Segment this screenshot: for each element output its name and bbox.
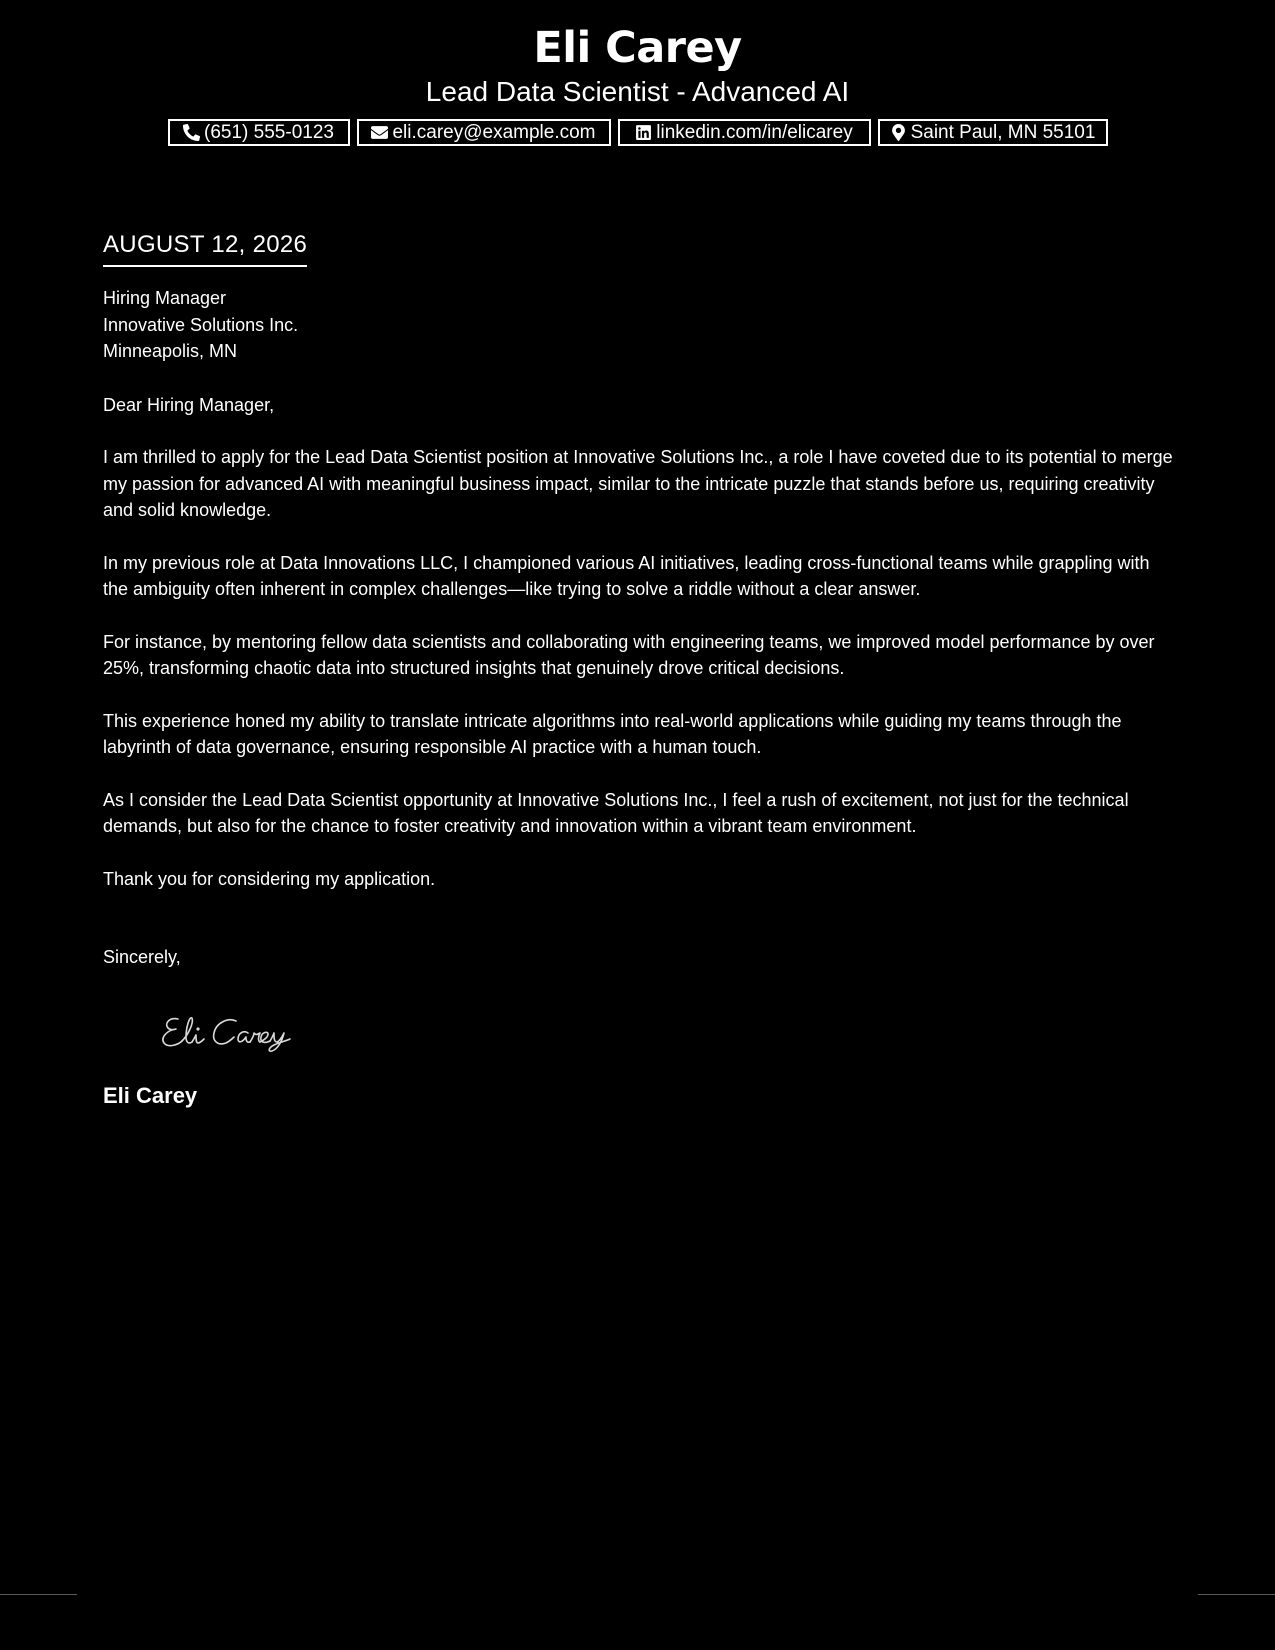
contact-linkedin bbox=[618, 119, 871, 146]
email-text: eli.carey@example.com bbox=[392, 121, 596, 143]
recipient-block bbox=[103, 285, 1173, 365]
letter-body bbox=[103, 228, 1173, 1111]
signer-name: Eli Carey bbox=[103, 1082, 198, 1108]
body-paragraph: I am thrilled to apply for the Lead Data Scientist position at Innovative Solutions Inc., a role I have coveted due to its potential to merge my passion for advanced AI with meaningful business impact, similar to the intricate puzzle that stands before us, requiring creativity and solid knowledge. bbox=[103, 447, 1173, 520]
contact-email bbox=[357, 119, 611, 146]
envelope-icon bbox=[371, 124, 388, 141]
contact-phone bbox=[168, 119, 350, 146]
recipient-line: Hiring Manager bbox=[103, 288, 227, 308]
contact-location bbox=[878, 119, 1108, 146]
signature-image bbox=[156, 1011, 316, 1053]
body-paragraph: In my previous role at Data Innovations LLC, I championed various AI initiatives, leading cross-functional teams while grappling with the ambiguity often inherent in complex challenges—like trying to solve a riddle without a clear answer. bbox=[103, 552, 1150, 599]
phone-icon bbox=[183, 124, 200, 141]
closing: Sincerely, bbox=[103, 947, 181, 967]
letter-date: AUGUST 12, 2026 bbox=[103, 228, 307, 267]
footer-rule-left bbox=[0, 1594, 77, 1595]
applicant-title: Lead Data Scientist - Advanced AI bbox=[425, 76, 850, 107]
linkedin-icon bbox=[635, 124, 652, 141]
body-paragraph: As I consider the Lead Data Scientist opportunity at Innovative Solutions Inc., I feel a rush of excitement, not just for the technical demands, but also for the chance to foster creativity and innovation within a vibrant team environment. bbox=[103, 789, 1129, 836]
salutation: Dear Hiring Manager, bbox=[103, 394, 275, 415]
phone-text: (651) 555-0123 bbox=[204, 121, 334, 143]
map-marker-icon bbox=[890, 124, 907, 141]
linkedin-text: linkedin.com/in/elicarey bbox=[656, 121, 853, 143]
contact-bar bbox=[0, 119, 1275, 146]
handwritten-signature bbox=[156, 1011, 1173, 1053]
closing-thanks: Thank you for considering my application. bbox=[103, 868, 436, 889]
recipient-line: Minneapolis, MN bbox=[103, 341, 238, 361]
location-text: Saint Paul, MN 55101 bbox=[910, 121, 1096, 143]
footer-rule-right bbox=[1198, 1594, 1275, 1595]
body-paragraph: This experience honed my ability to translate intricate algorithms into real-world applications while guiding my teams through the labyrinth of data governance, ensuring responsible AI practice with a human touch. bbox=[103, 710, 1122, 757]
letter-header bbox=[0, 20, 1275, 146]
recipient-line: Innovative Solutions Inc. bbox=[103, 314, 299, 335]
applicant-name: Eli Carey bbox=[533, 23, 742, 73]
body-paragraph: For instance, by mentoring fellow data scientists and collaborating with engineering teams, we improved model performance by over 25%, transforming chaotic data into structured insights that genuinely drove critical decisions. bbox=[103, 631, 1155, 678]
